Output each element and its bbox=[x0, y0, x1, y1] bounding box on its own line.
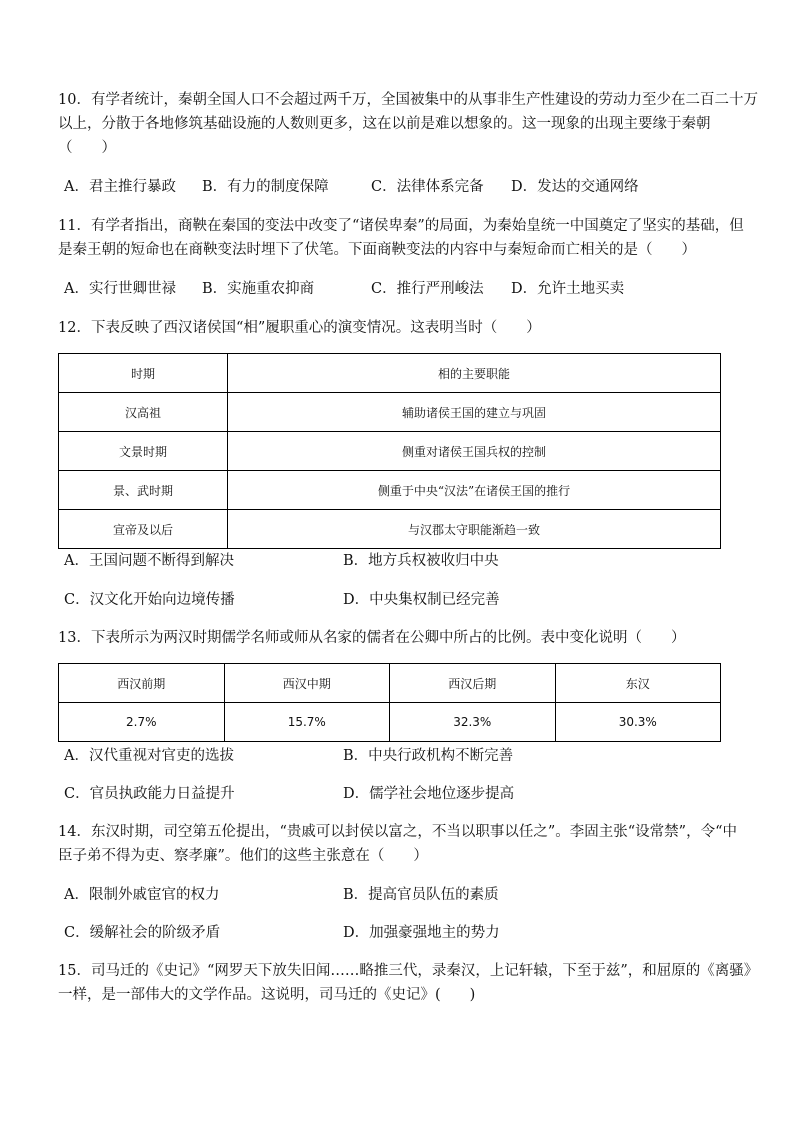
table-cell: 宣帝及以后 bbox=[59, 510, 228, 549]
q10-option-c[interactable]: C．法律体系完备 bbox=[371, 179, 484, 195]
table-cell: 2.7% bbox=[59, 703, 225, 742]
table-header-row bbox=[59, 664, 721, 703]
q10-stem-line3: （ ） bbox=[58, 140, 116, 156]
table-row bbox=[59, 471, 721, 510]
q11-option-b[interactable]: B．实施重农抑商 bbox=[202, 281, 315, 297]
table-cell: 侧重于中央“汉法”在诸侯王国的推行 bbox=[228, 471, 721, 510]
q13-option-c[interactable]: C．官员执政能力日益提升 bbox=[64, 786, 235, 802]
table-header-row bbox=[59, 354, 721, 393]
table-header-cell: 西汉前期 bbox=[59, 664, 225, 703]
table-cell: 辅助诸侯王国的建立与巩固 bbox=[228, 393, 721, 432]
q15-stem-line1: 15．司马迁的《史记》“网罗天下放失旧闻……略推三代，录秦汉，上记轩辕，下至于兹”，和屈原的《离骚》 bbox=[58, 963, 759, 979]
q13-stem: 13．下表所示为两汉时期儒学名师或师从名家的儒者在公卿中所占的比例。表中变化说明（ ） bbox=[58, 630, 686, 646]
q11-option-c[interactable]: C．推行严刑峻法 bbox=[371, 281, 484, 297]
table-header-cell: 西汉后期 bbox=[390, 664, 556, 703]
q13-option-d[interactable]: D．儒学社会地位逐步提高 bbox=[343, 786, 515, 802]
table-row bbox=[59, 432, 721, 471]
q11-stem-line2: 是秦王朝的短命也在商鞅变法时埋下了伏笔。下面商鞅变法的内容中与秦短命而亡相关的是（ ） bbox=[58, 242, 696, 258]
table-row bbox=[59, 703, 721, 742]
table-row bbox=[59, 393, 721, 432]
q12-option-c[interactable]: C．汉文化开始向边境传播 bbox=[64, 592, 235, 608]
table-cell: 15.7% bbox=[224, 703, 390, 742]
q12-stem: 12．下表反映了西汉诸侯国“相”履职重心的演变情况。这表明当时（ ） bbox=[58, 320, 541, 336]
table-header-cell: 相的主要职能 bbox=[228, 354, 721, 393]
q11-option-d[interactable]: D．允许土地买卖 bbox=[511, 281, 625, 297]
q14-option-c[interactable]: C．缓解社会的阶级矛盾 bbox=[64, 925, 221, 941]
q13-option-a[interactable]: A．汉代重视对官吏的选拔 bbox=[64, 748, 234, 764]
q12-table bbox=[58, 353, 721, 549]
q14-option-a[interactable]: A．限制外戚宦官的权力 bbox=[64, 887, 220, 903]
q14-stem-line1: 14．东汉时期，司空第五伦提出，“贵戚可以封侯以富之，不当以职事以任之”。李固主张“设常禁”，令“中 bbox=[58, 824, 738, 840]
table-header-cell: 时期 bbox=[59, 354, 228, 393]
q14-option-d[interactable]: D．加强豪强地主的势力 bbox=[343, 925, 500, 941]
q10-option-d[interactable]: D．发达的交通网络 bbox=[511, 179, 639, 195]
table-header-cell: 东汉 bbox=[555, 664, 721, 703]
q10-stem-line2: 以上，分散于各地修筑基础设施的人数则更多，这在以前是难以想象的。这一现象的出现主要缘于秦朝 bbox=[58, 116, 711, 132]
q15-stem-line2: 一样，是一部伟大的文学作品。这说明，司马迁的《史记》( ) bbox=[58, 987, 476, 1003]
q10-option-a[interactable]: A．君主推行暴政 bbox=[64, 179, 176, 195]
table-cell: 汉高祖 bbox=[59, 393, 228, 432]
table-cell: 文景时期 bbox=[59, 432, 228, 471]
table-cell: 32.3% bbox=[390, 703, 556, 742]
q12-option-a[interactable]: A．王国问题不断得到解决 bbox=[64, 553, 234, 569]
q11-option-a[interactable]: A．实行世卿世禄 bbox=[64, 281, 176, 297]
q13-table bbox=[58, 663, 721, 742]
table-header-cell: 西汉中期 bbox=[224, 664, 390, 703]
table-row bbox=[59, 510, 721, 549]
table-cell: 景、武时期 bbox=[59, 471, 228, 510]
q10-option-b[interactable]: B．有力的制度保障 bbox=[202, 179, 329, 195]
table-cell: 30.3% bbox=[555, 703, 721, 742]
q10-stem-line1: 10．有学者统计，秦朝全国人口不会超过两千万，全国被集中的从事非生产性建设的劳动力至少在二百二十万 bbox=[58, 92, 758, 108]
q12-option-d[interactable]: D．中央集权制已经完善 bbox=[343, 592, 500, 608]
q13-option-b[interactable]: B．中央行政机构不断完善 bbox=[343, 748, 514, 764]
q11-stem-line1: 11．有学者指出，商鞅在秦国的变法中改变了“诸侯卑秦”的局面，为秦始皇统一中国奠定了坚实的基础，但 bbox=[58, 218, 744, 234]
q12-option-b[interactable]: B．地方兵权被收归中央 bbox=[343, 553, 499, 569]
q14-option-b[interactable]: B．提高官员队伍的素质 bbox=[343, 887, 499, 903]
table-cell: 与汉郡太守职能渐趋一致 bbox=[228, 510, 721, 549]
q14-stem-line2: 臣子弟不得为吏、察孝廉”。他们的这些主张意在（ ） bbox=[58, 848, 428, 864]
table-cell: 侧重对诸侯王国兵权的控制 bbox=[228, 432, 721, 471]
